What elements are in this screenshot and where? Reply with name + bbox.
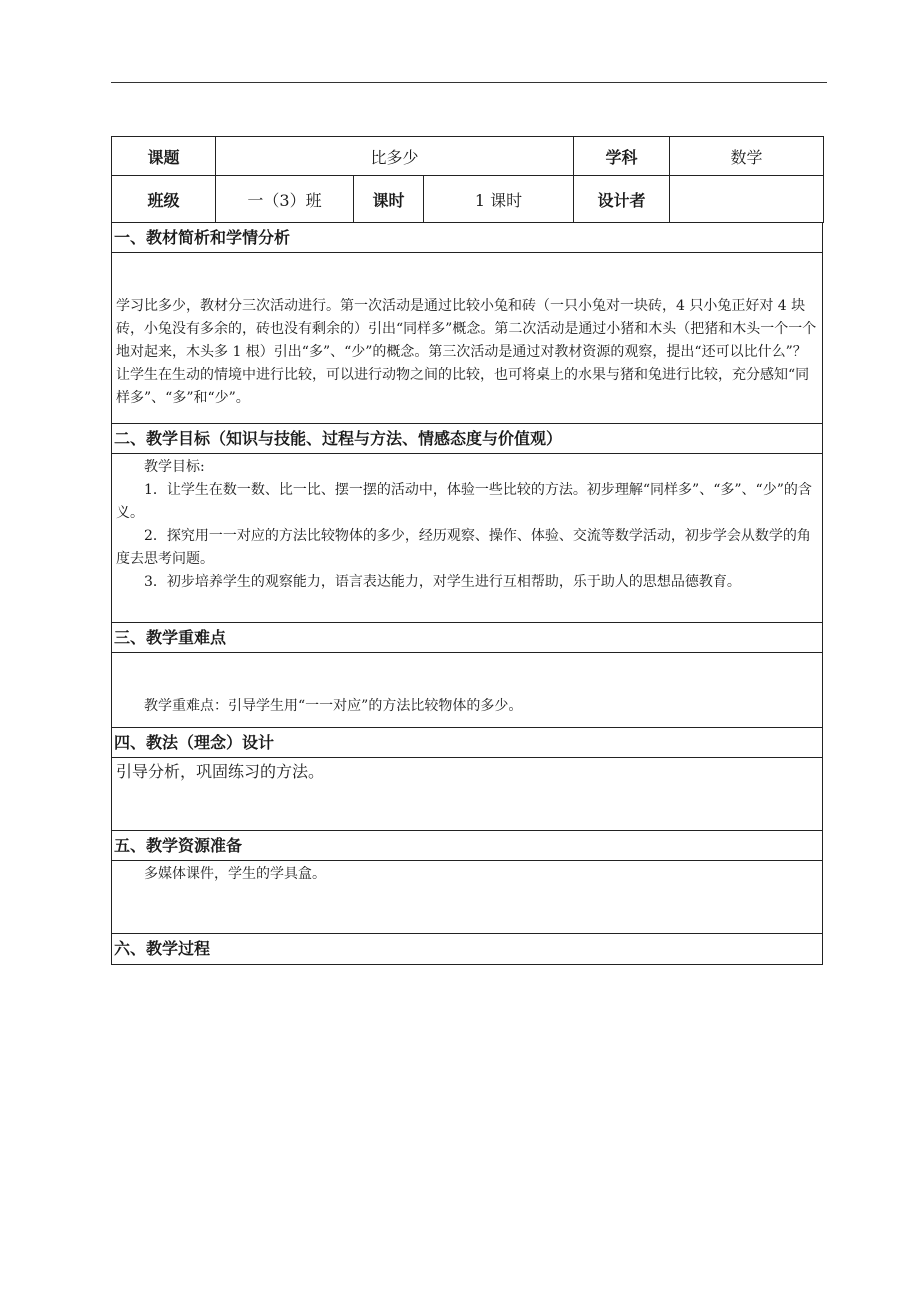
- section-teaching-method: [111, 728, 823, 831]
- lesson-plan-form: [111, 136, 823, 965]
- designer-value: [670, 176, 824, 223]
- goal-item: 1．让学生在数一数、比一比、摆一摆的活动中，体验一些比较的方法。初步理解“同样多”、“多”、“少”的含义。: [116, 482, 812, 521]
- section-title: 一、教材简析和学情分析: [112, 223, 822, 253]
- discipline-label: 学科: [574, 137, 670, 176]
- goal-item: 2．探究用一一对应的方法比较物体的多少，经历观察、操作、体验、交流等数学活动，初步学会从数学的角度去思考问题。: [116, 528, 811, 567]
- section-title: 二、教学目标（知识与技能、过程与方法、情感态度与价值观）: [112, 424, 822, 454]
- discipline-value: 数学: [670, 137, 824, 176]
- goal-item: 3．初步培养学生的观察能力，语言表达能力，对学生进行互相帮助，乐于助人的思想品德教育。: [144, 574, 741, 590]
- period-value: 1 课时: [424, 176, 574, 223]
- section-title: 三、教学重难点: [112, 623, 822, 653]
- class-value: 一（3）班: [216, 176, 354, 223]
- section-resources: [111, 831, 823, 934]
- subject-title-label: 课题: [112, 137, 216, 176]
- designer-label: 设计者: [574, 176, 670, 223]
- section-teaching-process: [111, 934, 823, 965]
- section-body: [112, 758, 822, 830]
- section-title: 六、教学过程: [114, 939, 211, 958]
- section-body: [112, 653, 822, 727]
- header-rule: [111, 82, 827, 83]
- section-material-analysis: [111, 223, 823, 424]
- teaching-method-text: 引导分析，巩固练习的方法。: [116, 762, 325, 781]
- key-points-text: 教学重难点：引导学生用“一一对应”的方法比较物体的多少。: [144, 698, 523, 714]
- resources-text: 多媒体课件，学生的学具盒。: [144, 866, 326, 882]
- class-label: 班级: [112, 176, 216, 223]
- lesson-info-table: [111, 136, 824, 223]
- section-title: 四、教法（理念）设计: [112, 728, 822, 758]
- section-body: [112, 253, 822, 423]
- section-key-points: [111, 623, 823, 728]
- material-analysis-text: 学习比多少，教材分三次活动进行。第一次活动是通过比较小兔和砖（一只小兔对一块砖，4 只小兔正好对 4 块砖，小兔没有多余的，砖也没有剩余的）引出“同样多”概念。第二次活动是通过小猪和木头（把猪和木头一个一个地对起来，木头多 1 根）引出“多”、“少”的概念。第三次活动是通过对教材资源的观察，提出“还可以比什么”？让学生在生动的情境中进行比较，可以进行动物之间的比较，也可将桌上的水果与猪和兔进行比较，充分感知“同样多”、“多”和“少”。: [116, 298, 817, 406]
- section-body: [112, 454, 822, 622]
- section-title: 五、教学资源准备: [112, 831, 822, 861]
- subject-title-value: 比多少: [216, 137, 574, 176]
- section-body: [112, 861, 822, 933]
- section-teaching-goals: [111, 424, 823, 623]
- goals-heading: 教学目标:: [144, 459, 205, 475]
- period-label: 课时: [354, 176, 424, 223]
